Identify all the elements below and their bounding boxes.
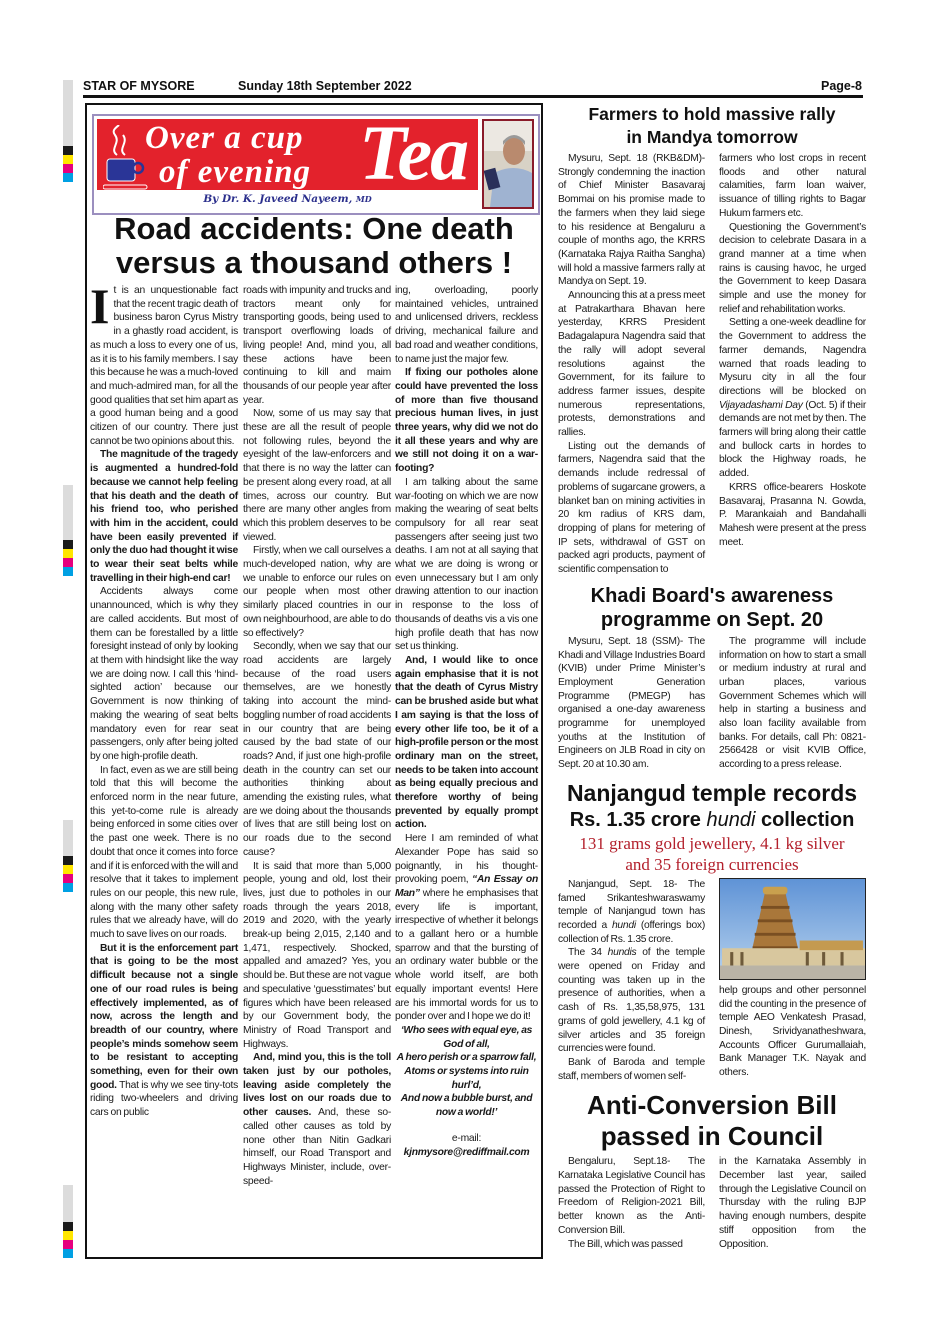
registration-cyan (63, 173, 73, 182)
anticonversion-column-2 (719, 1155, 866, 1251)
subhead-line-1: 131 grams gold jewellery, 4.1 kg silver (579, 833, 845, 853)
text-run: The magnitude of the tragedy is augmented a hundred-fold because we cannot help feeling that his death and the death of his friend too, who perished with him in the accident, could have been easily prevented if only the duo had thought it wise to wear their seat belts while travelling in their high-end car! (90, 449, 238, 584)
text-run: Firstly, when we call ourselves a much-developed nation, why are we unable to enforce our rules on our people when most other similarly placed countries in our own neighbourhood, are able to do so effectively? (243, 545, 391, 639)
paragraph (243, 407, 391, 544)
headline-text: Rs. 1.35 crore (569, 808, 707, 831)
column-3-body (395, 284, 538, 1024)
paragraph (558, 946, 705, 1056)
text-run: help groups and other personnel did the counting in the presence of temple AEO Venkatesh Prasad, Dinesh, Srividyanatheshwara, Accounts Officer Gurumallaiah, Bank Manager T.K. Nayak and others. (719, 984, 866, 1079)
paragraph (395, 366, 538, 476)
headline-italic: hundi (706, 808, 756, 831)
text-run: In fact, even as we are still being told that this will become the enforced norm in the near future, this yet-to-come rule is already being enforced in some cities over the past one week. There is no doubt that once it comes into force and if it is enforced with the will and resolve that it takes to implement rules on our people, this new rule, along with the many other safety rules that we already have, will do much to save lives on our roads. (90, 764, 238, 941)
khadi-body (558, 635, 866, 772)
farmers-body (558, 152, 866, 577)
text-run: But it is the enforcement part that is going to be the most difficult because not a single one of our road rules is being effectively implemented, as of now, across the length and breadth of our country, where people’s minds somehow seem to be resistant to accepting something, even for their own good. (90, 942, 238, 1091)
anticonversion-body (558, 1155, 866, 1251)
text-run: “An Essay on Man” (395, 874, 538, 899)
khadi-column-1 (558, 635, 705, 772)
paragraph (90, 278, 238, 448)
paragraph (719, 635, 866, 772)
paragraph (395, 476, 538, 654)
masthead-rule (83, 95, 863, 98)
byline-suffix: MD (355, 194, 372, 204)
registration-strip (63, 820, 73, 856)
main-article-column-2 (243, 284, 391, 1188)
text-run: Questioning the Government’s decision to celebrate Dasara in a grand manner at a time when rains is causing havoc, he urged the Government to keep Dasara simple and use the money for relief and rehabilitation works. (719, 221, 866, 315)
khadi-story (558, 584, 866, 772)
tea-cup-icon (103, 125, 151, 190)
text-run: hundis (607, 947, 637, 959)
farmers-headline-line-1: Farmers to hold massive rally (588, 104, 836, 124)
paragraph (243, 640, 391, 859)
main-article-column-3 (395, 284, 538, 1159)
subhead-line-2: and 35 foreign currencies (625, 854, 799, 874)
banner-red-panel (97, 119, 478, 190)
email-label: e-mail: (451, 1132, 482, 1144)
paragraph (243, 544, 391, 640)
text-run: Mysuru, Sept. 18 (RKB&DM)- Strongly condemning the inaction of Chief Minister Basavaraj Bommai on his promise made to the farmers when they laid siege to his residence at Bengaluru a couple of months ago, the KRRS (Karnataka Rajya Raitha Sangha) will hold a massive farmers rally at Mandya on Sept. 19. (558, 153, 705, 288)
text-run: The 34 (568, 947, 608, 959)
text-run: (Oct. 5) if their demands are not met by then. The farmers will bring along their cattle and bullock carts in hordes to block the Highway roads, he added. (719, 399, 867, 480)
text-run: farmers who lost crops in recent floods and other natural calamities, farm loan waiver, issuance of tilling rights to Bagar Hukum farmers etc. (719, 153, 866, 219)
paragraph (558, 878, 705, 947)
nanjangud-story (558, 779, 866, 1084)
main-article-column-1 (90, 278, 238, 1120)
paragraph (395, 284, 538, 366)
registration-yellow (63, 1231, 73, 1240)
email-address[interactable]: kjnmysore@rediffmail.com (403, 1146, 530, 1158)
text-run: where he emphasises that every life is important, irrespective of whether it belongs to a gallant hero or a humble sparrow and that the bursting of an ordinary water bubble or the whole world itself, are both equally important events! Here are his immortal words for us to ponder over and I hope we do it! (395, 887, 538, 1023)
registration-black (63, 1222, 73, 1231)
text-run: in the Karnataka Assembly in December last year, sailed through the Legislative Council on Thursday with the ruling BJP having enough numbers, despite stiff opposition from the Opposition. (719, 1156, 866, 1250)
registration-magenta (63, 1240, 73, 1249)
anticonversion-column-1 (558, 1155, 705, 1251)
registration-cyan (63, 883, 73, 892)
registration-magenta (63, 874, 73, 883)
khadi-headline (558, 584, 866, 632)
registration-cyan (63, 1249, 73, 1258)
farmers-headline (558, 103, 866, 149)
text-run: Secondly, when we say that our road accidents are largely because of the road users themselves, are we honestly taking into account the mind-boggling number of road accidents in our country that are being caused by the bad state of our roads? And, if just one high-profile death in the country can set our authorities thinking about amending the existing rules, what are we doing about the thousands of lives that are still being lost on our roads due to the second cause? (243, 641, 391, 858)
banner-line-1: Over a cup (145, 120, 304, 156)
text-run: That is why we see tiny-tots riding two-wheelers and driving cars on public (90, 1079, 238, 1119)
text-run: Bank of Baroda and temple staff, members of women self- (558, 1056, 705, 1082)
text-run: of the temple were opened on Friday and counting was taken up in the presence of authorities, when a cash of Rs. 1,35,58,975, 131 grams of gold jewellery, 4.1 kg of silver articles and 35 foreign currencies were found. (558, 947, 705, 1055)
paragraph (243, 1051, 391, 1188)
paragraph (719, 481, 866, 550)
text-run: The programme will include information on how to start a small or medium industry at rural and urban places, various Government Schemes which will help in starting a business and also loan facility available from banks. For details, call Ph: 0821-2566428 or visit KVIB Office, according to a press release. (719, 635, 866, 771)
text-run: Listing out the demands of farmers, Nagendra said that the demands include redressal of problems of sugarcane growers, a blanket ban on mining activities in 20 km radius of KRS dam, dropping of plans for metering of IP sets, withdrawal of GST on packed agri products, payment of scientific compensation to (558, 440, 705, 576)
text-run: Announcing this at a press meet at Patrakarthara Bhavan here yesterday, KRRS President Badagalapura Nagendra said that the rally will adopt several resolutions against the Government, for its failure to address farmer issues, despite numerous representations, protests, demonstrations and rallies. (558, 290, 705, 439)
text-run: KRRS office-bearers Hoskote Basavaraj, Prasanna N. Gowda, P. Marankaiah and Bandahalli Mahesh were present at the press meet. (719, 481, 866, 548)
nanjangud-headline: Nanjangud temple records (566, 779, 858, 806)
khadi-headline-line-1: Khadi Board's awareness (590, 584, 834, 607)
registration-strip (63, 80, 73, 146)
paragraph (719, 152, 866, 221)
farmers-story (558, 103, 866, 577)
registration-black (63, 146, 73, 155)
text-run: Vijayadashami Day (719, 399, 803, 411)
text-run: ing, overloading, poorly maintained vehicles, untrained and unlicensed drivers, reckless driving, mechanical failure and bad road and weather conditions, to name just the major few. (395, 285, 538, 365)
registration-strip (63, 485, 73, 540)
text-run: roads with impunity and trucks and tractors meant only for transporting goods, being used to transport overflowing loads of living people! And, mind you, all these actions have been continuing to kill and maim thousands of our people year after year. (243, 285, 391, 406)
nanjangud-subhead (558, 833, 866, 875)
page-number: Page-8 (821, 79, 862, 93)
poem-line: And now a bubble burst, and now a world!’ (400, 1093, 533, 1119)
right-column (558, 103, 866, 1251)
paper-name: STAR OF MYSORE (83, 79, 195, 93)
paragraph (719, 316, 866, 480)
anticonversion-headline (558, 1090, 866, 1152)
paragraph (243, 860, 391, 1052)
paragraph (90, 585, 238, 763)
paragraph (719, 1155, 866, 1251)
byline-name: By Dr. K. Javeed Nayeem, (203, 193, 353, 205)
column-banner (92, 114, 540, 215)
paragraph (395, 654, 538, 832)
khadi-headline-line-2: programme on Sept. 20 (600, 608, 824, 631)
text-run: And, I would like to once again emphasise that it is not that the death of Cyrus Mistry can be brushed aside but what I am saying is that the loss of every other life too, be it of a high-profile person or the most ordinary man on the street, needs to be taken into account as being equally precious and therefore worthy of being prevented by equally prompt action. (395, 654, 538, 831)
paragraph (558, 1056, 705, 1083)
main-headline-line-2: versus a thousand others ! (115, 245, 513, 280)
text-run: And, mind you, this is the toll taken just by our potholes, leaving aside completely the lives lost on our roads due to other causes. (243, 1052, 391, 1119)
headline-text: collection (755, 808, 855, 831)
nanjangud-column-2-wrap (719, 878, 866, 1080)
paragraph (558, 635, 705, 772)
text-run: Nanjangud, Sept. 18- The famed Srikanteshwaraswamy temple of Nanjangud town has recorded a (558, 878, 705, 931)
paragraph (719, 221, 866, 317)
paragraph (558, 1238, 705, 1252)
poem (395, 1024, 538, 1120)
banner-line-2: of evening (159, 154, 312, 190)
poem-line: Atoms or systems into ruin hurl’d, (404, 1066, 529, 1091)
main-headline (87, 212, 541, 280)
main-headline-line-1: Road accidents: One death (114, 211, 514, 246)
nanjangud-headline-line-2 (558, 807, 866, 833)
paragraph (558, 152, 705, 289)
registration-black (63, 856, 73, 865)
poem-line: ‘Who sees with equal eye, as God of all, (400, 1024, 533, 1050)
text-run: It is said that more than 5,000 people, young and old, lost their lives, just due to potholes in our roads through the years 2018, 2019 and 2020, with the yearly break-up being 2,015, 2,140 and 1,471, respectively. Shocked, appalled and amazed? Yes, you should be. But these are not vague and speculative ‘guesstimates’ but figures which have been released by our Government body, the Ministry of Road Transport and Highways. (243, 860, 391, 1050)
issue-date: Sunday 18th September 2022 (238, 79, 412, 93)
text-run: Mysuru, Sept. 18 (SSM)- The Khadi and Village Industries Board (KVIB) under Prime Minister’s Employment Generation Programme (PMEGP) has organised a one-day awareness programme for unemployed youths at the Institution of Engineers on JLB Road in city on Sept. 20 at 10.30 am. (558, 635, 705, 771)
registration-cyan (63, 567, 73, 576)
farmers-headline-line-2: in Mandya tomorrow (626, 127, 798, 147)
paragraph (395, 832, 538, 1024)
paragraph (90, 942, 238, 1120)
anticonversion-headline-line-1: Anti-Conversion Bill (587, 1090, 837, 1121)
registration-strip (63, 1185, 73, 1222)
farmers-column-1 (558, 152, 705, 577)
temple-photo (719, 878, 866, 980)
khadi-column-2 (719, 635, 866, 772)
registration-yellow (63, 155, 73, 164)
text-run: Accidents always come unannounced, which is why they are called accidents. But most of them can be forestalled by a little foresight instead of only by looking at them with hindsight like the way we are doing now. I call this ‘hind-sighted action’ because our Government is now thinking of making the wearing of seat belts mandatory even for rear seat passengers, only after being jolted by one high-profile death. (90, 586, 238, 762)
registration-black (63, 540, 73, 549)
paragraph (90, 448, 238, 585)
registration-yellow (63, 549, 73, 558)
text-run: And, these so-called other causes as told by none other than Nitin Gadkari himself, our Road Transport and Highways Minister, include, over-speed- (243, 1107, 391, 1187)
text-run: Now, some of us may say that these are all the result of people not following rules, beyond the eyesight of the law-enforcers and that there is no way the latter can be present along every road, at all times, across our country. But there are many other angles from which this problem deserves to be viewed. (243, 408, 391, 543)
column-1-body (90, 278, 238, 1120)
author-email (395, 1132, 538, 1159)
paragraph (719, 984, 866, 1080)
nanjangud-column-1 (558, 878, 705, 1084)
author-photo (482, 119, 534, 209)
poem-line: A hero perish or a sparrow fall, (396, 1052, 537, 1064)
text-run: hundi (611, 919, 636, 931)
anticonversion-headline-line-2: passed in Council (600, 1121, 824, 1152)
registration-magenta (63, 558, 73, 567)
nanjangud-body (558, 878, 866, 1084)
paragraph (558, 440, 705, 577)
banner-tea-word: Tea (359, 119, 468, 190)
text-run: I am talking about the same war-footing on which we are now making the wearing of seat belts compulsory for all rear seat passengers after seeing just two deaths. I am not at all saying that what we are doing is wrong or even unnecessary but I am only drawing attention to our inaction in response to the loss of thousands of deaths vis a vis one high profile death that has now set us thinking. (395, 476, 538, 653)
registration-magenta (63, 164, 73, 173)
anticonversion-story (558, 1090, 866, 1251)
text-run: Setting a one-week deadline for the Government to address the farmer demands, Nagendra warned that roads leading to Mysuru city in all the four directions will be blocked on (719, 317, 866, 397)
text-run: The Bill, which was passed (568, 1238, 683, 1250)
paragraph (558, 289, 705, 440)
drop-cap: I (90, 278, 110, 334)
text-run: t is an unquestionable fact that the recent tragic death of business baron Cyrus Mistry in a ghastly road accident, is as much a loss to every one of us, as it is to his family members. I say this because he was a much-loved and much-admired man, for all the good qualities that set him apart as a good human being and a good citizen of our country. There just cannot be two opinions about this. (90, 285, 238, 447)
byline (97, 190, 478, 209)
paragraph (90, 764, 238, 942)
nanjangud-column-2 (719, 984, 866, 1080)
registration-yellow (63, 865, 73, 874)
paragraph (243, 284, 391, 407)
text-run: (offerings box) collection of Rs. 1.35 crore. (558, 919, 705, 945)
text-run: Bengaluru, Sept.18- The Karnataka Legislative Council has passed the Protection of Right to Freedom of Religion-2021 Bill, better known as the Anti-Conversion Bill. (558, 1156, 705, 1236)
text-run: Here I am reminded of what Alexander Pope has said so poignantly, in his thought-provoking poem, (395, 833, 538, 886)
paragraph (558, 1155, 705, 1237)
text-run: If fixing our potholes alone could have prevented the loss of more than five thousand precious human lives, in just three years, why did we not do it all these years and why are we still not doing it on a war-footing? (395, 367, 538, 475)
farmers-column-2 (719, 152, 866, 549)
